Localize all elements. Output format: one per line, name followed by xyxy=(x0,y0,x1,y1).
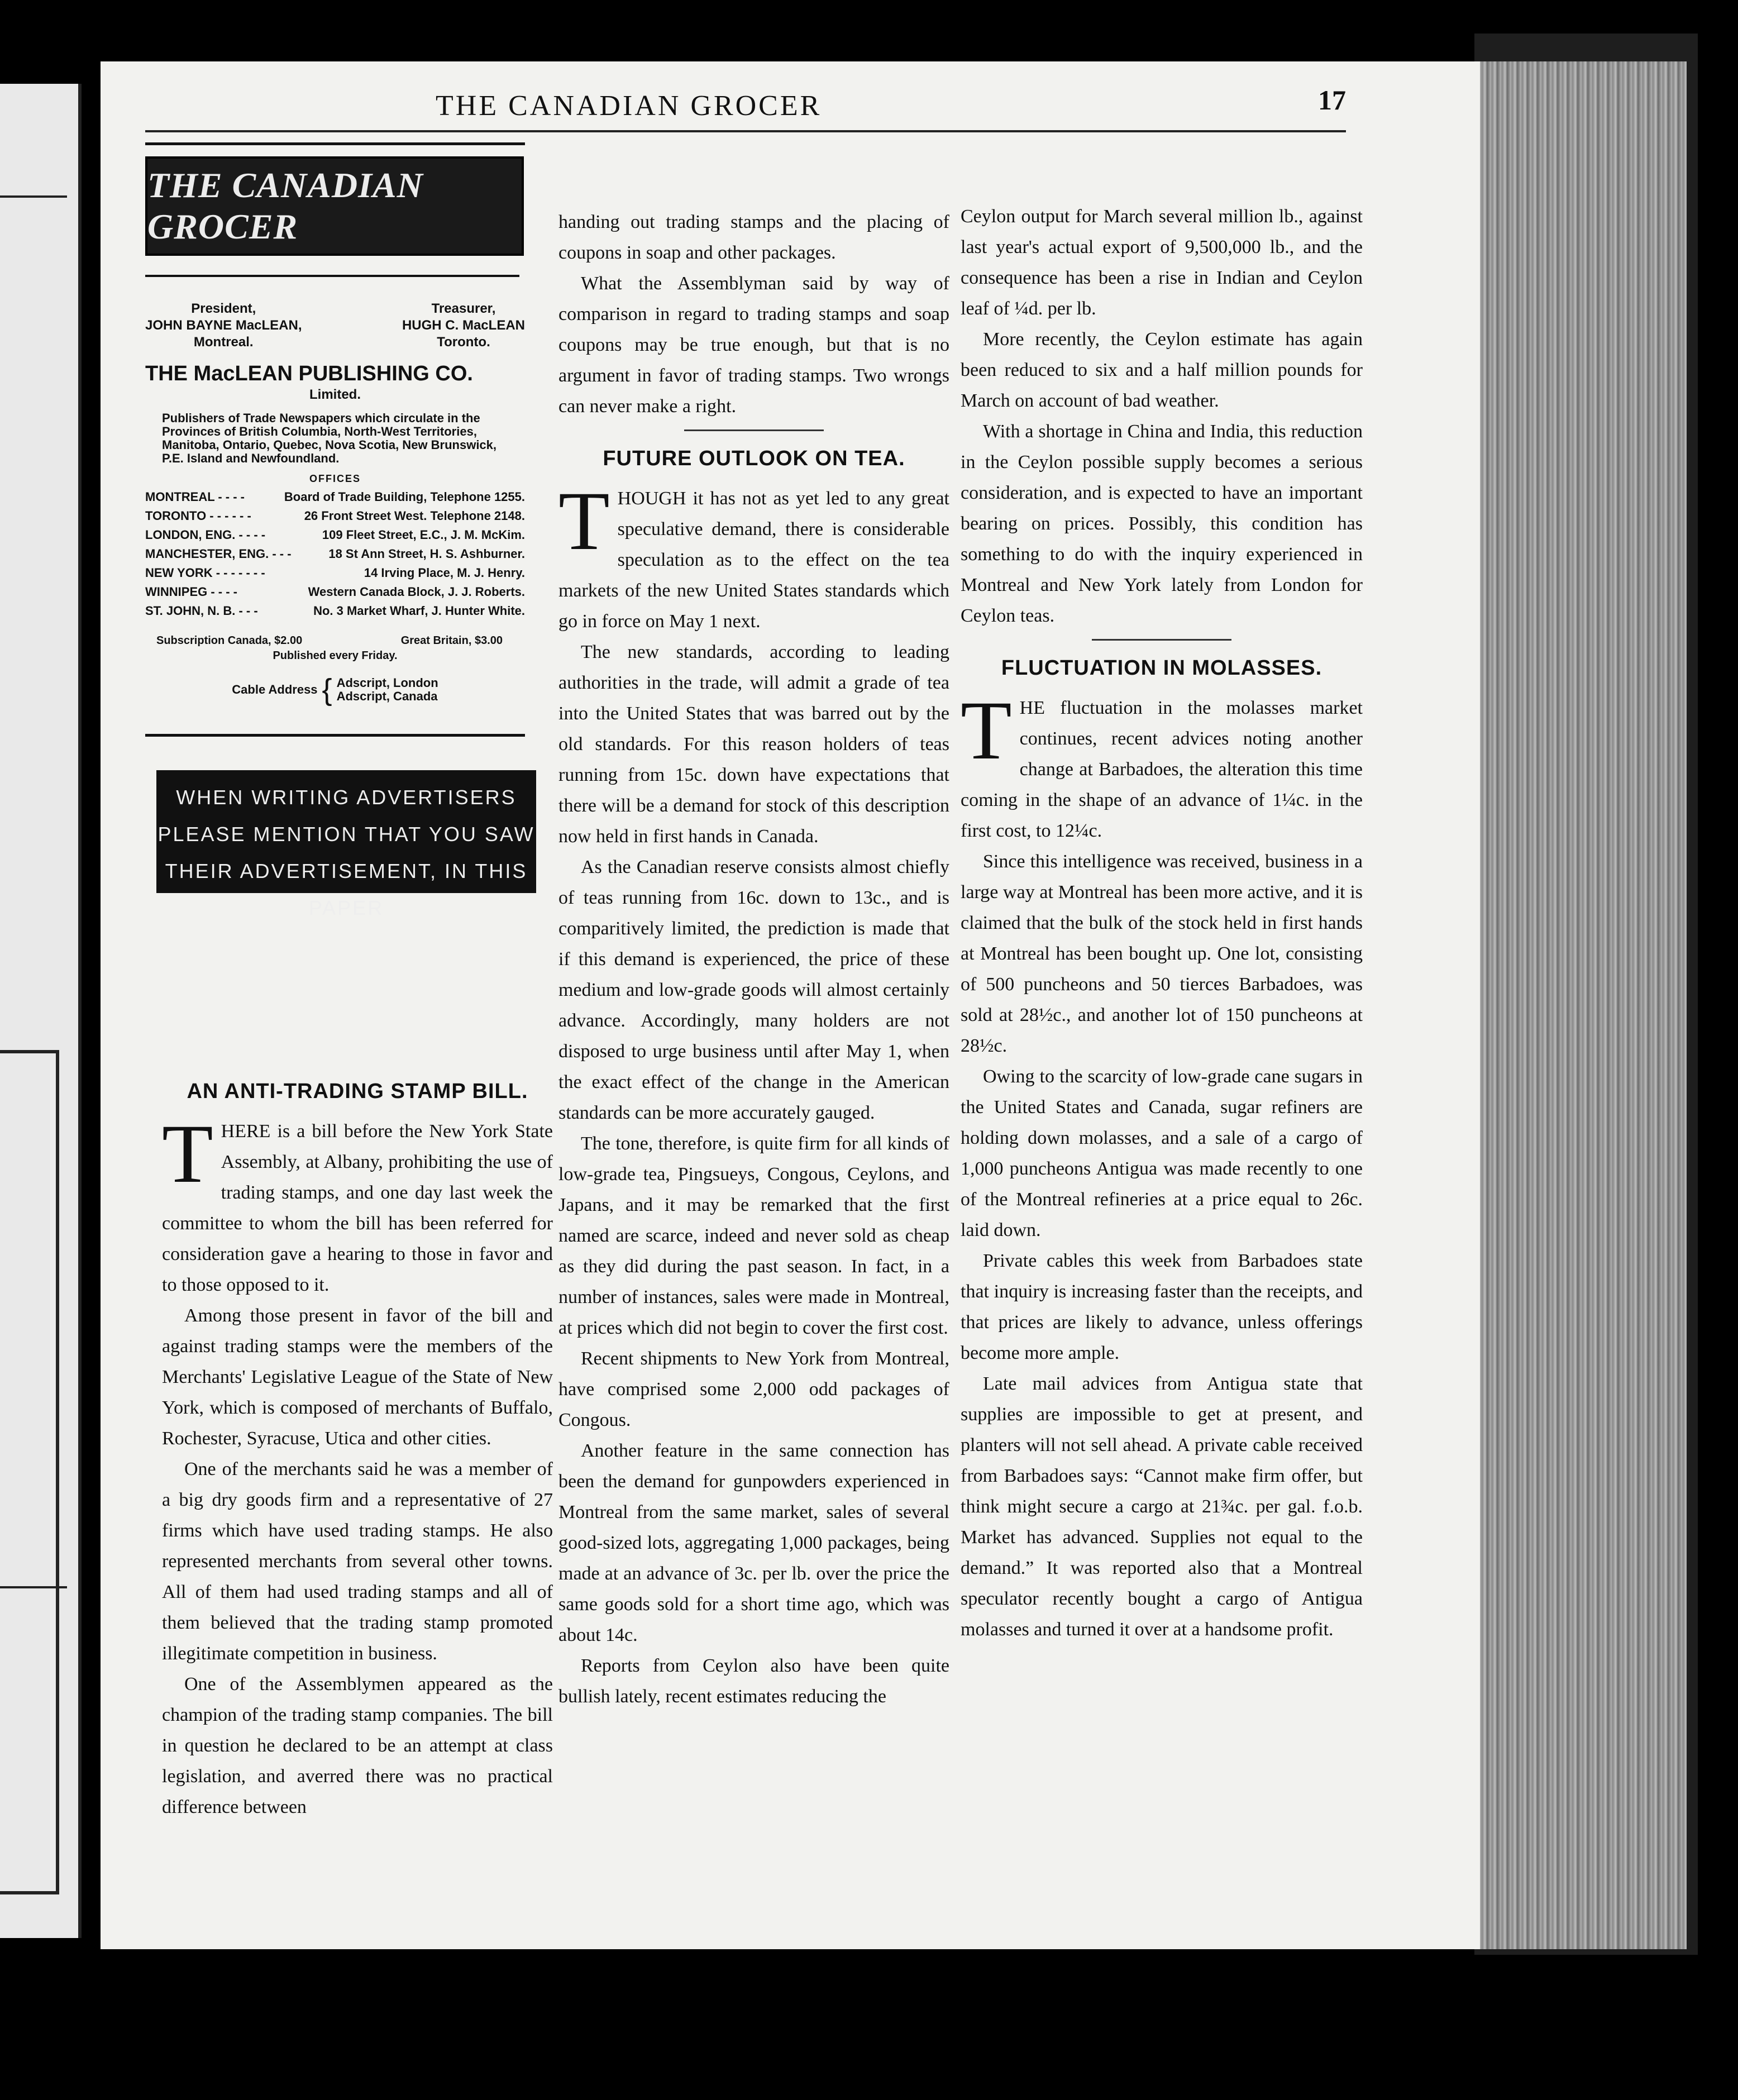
office-city: TORONTO - - - - - - xyxy=(145,509,251,523)
treasurer-block xyxy=(402,300,525,351)
paragraph-text: HERE is a bill before the New York State Assembly, at Albany, prohibiting the use of trading stamps, and one day last week the committee to whom the bill has been referred for consideration gave a hearing to those in favor and to those opposed to it. xyxy=(162,1121,553,1295)
subscription-rates xyxy=(145,634,525,647)
article-paragraph: More recently, the Ceylon estimate has again been reduced to six and a half million pounds for March on account of bad weather. xyxy=(961,329,1363,411)
notice-line: WHEN WRITING ADVERTISERS xyxy=(176,786,517,809)
office-city: ST. JOHN, N. B. - - - xyxy=(145,604,258,618)
officers xyxy=(145,300,525,351)
article-title: FUTURE OUTLOOK ON TEA. xyxy=(603,447,905,470)
article-paragraph: The tone, therefore, is quite firm for all kinds of low-grade tea, Pingsueys, Congous, Ceylons, and Japans, and it may be remarked that the first named are scarce, indeed and never sold as cheap as they did during the past season. In fact, in a number of instances, sales were made in Montreal, at prices which did not begin to cover the first cost. xyxy=(558,1133,949,1338)
office-address: No. 3 Market Wharf, J. Hunter White. xyxy=(313,604,525,618)
office-entry xyxy=(145,566,525,580)
office-entry xyxy=(145,509,525,523)
article-paragraph: The new standards, according to leading authorities in the trade, will admit a grade of tea into the United States that was barred out by the old standards. For this reason holders of teas running from 15c. down have expectations that there will be a demand for stock of this description now held in first hands in Canada. xyxy=(558,642,949,847)
article-paragraph: handing out trading stamps and the placing of coupons in soap and other packages. xyxy=(558,212,949,263)
notice-line: PLEASE MENTION THAT YOU SAW xyxy=(157,823,535,846)
article-paragraph: Since this intelligence was received, business in a large way at Montreal has been more active, and it is claimed that the bulk of the stock held in first hands at Montreal has been bought up. One lot, consisting of 500 puncheons and 50 tierces Barbadoes, was sold at 28½c., and another lot of 150 puncheons at 28½c. xyxy=(961,851,1363,1056)
office-city: MONTREAL - - - - xyxy=(145,490,245,504)
subscription-canada: Subscription Canada, $2.00 xyxy=(156,634,303,647)
cable-canada: Adscript, Canada xyxy=(336,689,438,703)
cable-label: Cable Address xyxy=(232,682,318,696)
publisher-name: THE MacLEAN PUBLISHING CO. xyxy=(145,362,473,385)
office-address: 26 Front Street West. Telephone 2148. xyxy=(304,509,525,523)
notice-line: THEIR ADVERTISEMENT, IN THIS PAPER xyxy=(165,860,528,919)
header-rule xyxy=(145,130,1346,132)
treasurer-city: Toronto. xyxy=(437,335,490,350)
article-paragraph: Another feature in the same connection has been the demand for gunpowders experienced in Montreal from the same market, sales of several good-sized lots, aggregating 1,000 packages, being made at an advance of 3c. per lb. over the price the same goods sold for a short time ago, which was about 14c. xyxy=(558,1440,949,1645)
office-entry xyxy=(145,547,525,561)
masthead-top-rule xyxy=(145,142,525,145)
book-page-edges xyxy=(1480,61,1687,1949)
article-paragraph: One of the merchants said he was a member of a big dry goods firm and a representative of 27 firms which have used trading stamps. He also represented merchants from several other towns. All of them had used trading stamps and all of them believed that the trading stamp promoted illegitimate competition in business. xyxy=(162,1459,553,1664)
office-address: 109 Fleet Street, E.C., J. M. McKim. xyxy=(322,528,525,542)
subscription-gb: Great Britain, $3.00 xyxy=(400,634,503,647)
article-title: AN ANTI-TRADING STAMP BILL. xyxy=(187,1080,528,1103)
office-city: NEW YORK - - - - - - - xyxy=(145,566,265,580)
article-anti-trading-stamp xyxy=(162,1064,553,1822)
advertiser-notice xyxy=(156,770,536,919)
masthead xyxy=(145,142,535,919)
offices-heading: OFFICES xyxy=(309,473,361,484)
president-city: Montreal. xyxy=(193,335,254,350)
facing-page-rule xyxy=(0,195,67,198)
article-paragraph: Late mail advices from Antigua state that supplies are impossible to get at present, and planters will not sell ahead. A private cable received from Barbadoes says: “Cannot make firm offer, but think might secure a cargo at 21¾c. per gal. f.o.b. Market has advanced. Supplies not equal to the demand.” It was reported also that a Montreal speculator recently bought a cargo of Antigua molasses and turned it over at a handsome profit. xyxy=(961,1373,1363,1640)
article-paragraph: With a shortage in China and India, this reduction in the Ceylon possible supply becomes a serious consideration, and is expected to have an important bearing on prices. Possibly, this condition has something to do with the inquiry experienced in Montreal and New York lately from London for Ceylon teas. xyxy=(961,421,1363,626)
facing-page-box xyxy=(0,1050,59,1894)
office-entry xyxy=(145,604,525,618)
article-paragraph: Private cables this week from Barbadoes state that inquiry is increasing faster than the receipts, and that prices are likely to advance, unless offerings become more ample. xyxy=(961,1251,1363,1363)
treasurer-title: Treasurer, xyxy=(431,301,496,316)
cable-address xyxy=(145,672,525,707)
publisher-description: Publishers of Trade Newspapers which circulate in the Provinces of British Columbia, North-West Territories, Manitoba, Ontario, Quebec, Nova Scotia, New Brunswick, P.E. Island and Newfoundland. xyxy=(162,411,497,465)
article-paragraph xyxy=(162,1108,553,1300)
president-block xyxy=(145,300,302,351)
drop-cap: T xyxy=(162,1108,213,1200)
facing-page-edge xyxy=(0,84,82,1938)
drop-cap: T xyxy=(558,475,610,567)
article-paragraph xyxy=(961,684,1363,846)
office-city: WINNIPEG - - - - xyxy=(145,585,237,599)
brace-glyph: { xyxy=(322,673,332,707)
article-paragraph: What the Assemblyman said by way of comparison in regard to trading stamps and soap coupons may be true enough, but that is no argument in favor of trading stamps. Two wrongs can never make a right. xyxy=(558,273,949,417)
running-head: THE CANADIAN GROCER xyxy=(436,90,822,122)
masthead-bottom-rule xyxy=(145,734,525,737)
article-paragraph: As the Canadian reserve consists almost chiefly of teas running from 16c. down to 13c., and is comparitively limited, the prediction is made that if this demand is experienced, the price of these medium and low-grade goods will almost certainly advance. Accordingly, many holders are not disposed to urge business until after May 1, when the exact effect of the change in the American standards can be more accurately gauged. xyxy=(558,857,949,1123)
article-paragraph: One of the Assemblymen appeared as the champion of the trading stamp companies. The bill in question he declared to be an attempt at class legislation, and averred there was no practical difference between xyxy=(162,1674,553,1817)
drop-cap: T xyxy=(961,684,1012,777)
masthead-logo: THE CANADIAN GROCER xyxy=(145,156,524,256)
office-address: 18 St Ann Street, H. S. Ashburner. xyxy=(328,547,525,561)
cable-lines xyxy=(337,676,438,703)
article-paragraph: Ceylon output for March several million lb., against last year's actual export of 9,500,000 lb., and the consequence has been a rise in Indian and Ceylon leaf of ¼d. per lb. xyxy=(961,206,1363,319)
column-two xyxy=(558,207,949,1712)
treasurer-name: HUGH C. MacLEAN xyxy=(402,318,525,333)
office-entry xyxy=(145,528,525,542)
column-three xyxy=(961,201,1363,1645)
article-paragraph: Among those present in favor of the bill and against trading stamps were the members of the Merchants' Legislative League of the State of New York, which is composed of merchants of Buffalo, Rochester, Syracuse, Utica and other cities. xyxy=(162,1305,553,1449)
article-paragraph: Owing to the scarcity of low-grade cane sugars in the United States and Canada, sugar refiners are holding down molasses, and a sale of a cargo of 1,000 puncheons Antigua was made recently to one of the Montreal refineries at a price equal to 26c. laid down. xyxy=(961,1066,1363,1240)
president-title: President, xyxy=(191,301,256,316)
article-divider xyxy=(1092,639,1231,641)
office-entry xyxy=(145,585,525,599)
article-title: FLUCTUATION IN MOLASSES. xyxy=(1001,656,1322,680)
office-city: LONDON, ENG. - - - - xyxy=(145,528,266,542)
article-paragraph xyxy=(558,475,949,637)
cable-london: Adscript, London xyxy=(336,676,438,690)
offices-list xyxy=(145,490,525,618)
office-address: Western Canada Block, J. J. Roberts. xyxy=(308,585,525,599)
office-city: MANCHESTER, ENG. - - - xyxy=(145,547,292,561)
office-address: 14 Irving Place, M. J. Henry. xyxy=(364,566,525,580)
office-address: Board of Trade Building, Telephone 1255. xyxy=(284,490,525,504)
article-divider xyxy=(684,429,824,431)
office-entry xyxy=(145,490,525,504)
page-number: 17 xyxy=(1318,84,1346,116)
article-paragraph: Recent shipments to New York from Montreal, have comprised some 2,000 odd packages of Congous. xyxy=(558,1348,949,1430)
paragraph-text: HOUGH it has not as yet led to any great speculative demand, there is considerable speculation as to the effect on the tea markets of the new United States standards which go in force on May 1 next. xyxy=(558,488,949,632)
publication-frequency: Published every Friday. xyxy=(273,650,398,662)
publisher-limited: Limited. xyxy=(309,387,361,402)
article-paragraph: Reports from Ceylon also have been quite bullish lately, recent estimates reducing the xyxy=(558,1655,949,1707)
president-name: JOHN BAYNE MacLEAN, xyxy=(145,318,302,333)
paragraph-text: HE fluctuation in the molasses market continues, recent advices noting another change at Barbadoes, the alteration this time coming in the shape of an advance of 1¼c. in the first cost, to 12¼c. xyxy=(961,698,1363,841)
logo-rule xyxy=(145,275,519,277)
